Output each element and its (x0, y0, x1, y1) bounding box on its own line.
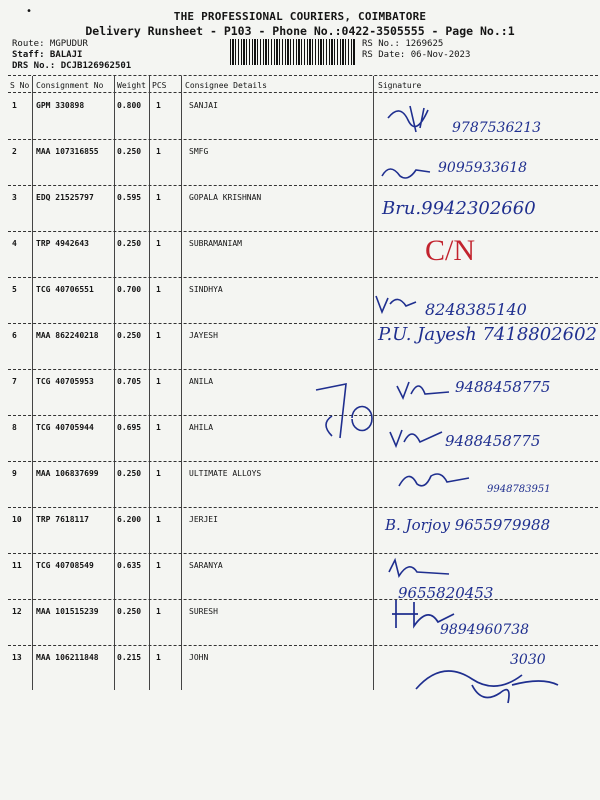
col-header-pcs: PCS (152, 81, 167, 90)
signature-scribble (310, 378, 382, 448)
row-sno: 8 (12, 423, 17, 432)
signature-scribble (395, 376, 455, 402)
row-consignee: JAYESH (189, 331, 218, 340)
row-rule (8, 231, 598, 232)
col-header-weight: Weight (117, 81, 146, 90)
row-consignee: SURESH (189, 607, 218, 616)
row-rule (8, 185, 598, 186)
row-weight: 0.250 (117, 147, 142, 156)
row-consignment: TRP 7618117 (36, 515, 89, 524)
header-bottom-rule (8, 92, 598, 93)
corner-mark: • (26, 6, 33, 17)
signature-handwriting: P.U. Jayesh 7418802602 (378, 324, 597, 345)
col-header-signature: Signature (378, 81, 422, 90)
row-consignment: GPM 330898 (36, 101, 85, 110)
staff-label: Staff: BALAJI (12, 50, 83, 60)
runsheet-subtitle: Delivery Runsheet - P103 - Phone No.:0422-3505555 - Page No.:1 (85, 24, 515, 38)
signature-handwriting: 9095933618 (438, 160, 528, 176)
row-consignee: JERJEI (189, 515, 218, 524)
row-sno: 13 (12, 653, 22, 662)
col-line-2 (114, 76, 115, 690)
row-consignee: SARANYA (189, 561, 223, 570)
row-consignment: MAA 862240218 (36, 331, 99, 340)
row-weight: 6.200 (117, 515, 142, 524)
row-pcs: 1 (156, 653, 161, 662)
row-pcs: 1 (156, 147, 161, 156)
row-pcs: 1 (156, 331, 161, 340)
signature-handwriting: 9655820453 (398, 584, 494, 602)
signature-handwriting: 3030 (510, 652, 546, 668)
row-rule (8, 369, 598, 370)
row-pcs: 1 (156, 239, 161, 248)
row-consignment: MAA 101515239 (36, 607, 99, 616)
row-pcs: 1 (156, 469, 161, 478)
row-sno: 3 (12, 193, 17, 202)
row-sno: 6 (12, 331, 17, 340)
row-consignment: TCG 40705944 (36, 423, 94, 432)
row-consignment: MAA 107316855 (36, 147, 99, 156)
signature-scribble (372, 290, 422, 316)
signature-scribble (378, 158, 438, 186)
row-consignment: TRP 4942643 (36, 239, 89, 248)
row-sno: 10 (12, 515, 22, 524)
row-consignee: SINDHYA (189, 285, 223, 294)
signature-scribble (395, 466, 475, 490)
row-consignee: ULTIMATE ALLOYS (189, 469, 262, 478)
signature-scribble (380, 98, 450, 138)
rs-date-label: RS Date: 06-Nov-2023 (362, 50, 471, 60)
row-consignee: ANILA (189, 377, 214, 386)
row-weight: 0.700 (117, 285, 142, 294)
signature-handwriting: B. Jorjoy 9655979988 (385, 516, 551, 534)
row-rule (8, 415, 598, 416)
row-consignee: SMFG (189, 147, 209, 156)
signature-handwriting: C/N (425, 234, 476, 267)
row-rule (8, 507, 598, 508)
row-weight: 0.250 (117, 607, 142, 616)
row-consignment: EDQ 21525797 (36, 193, 94, 202)
col-header-consignee: Consignee Details (185, 81, 267, 90)
signature-handwriting: Bru.9942302660 (382, 198, 536, 219)
row-consignee: SUBRAMANIAM (189, 239, 242, 248)
row-pcs: 1 (156, 377, 161, 386)
row-consignee: JOHN (189, 653, 209, 662)
row-pcs: 1 (156, 285, 161, 294)
signature-handwriting: 9894960738 (440, 622, 530, 638)
row-sno: 12 (12, 607, 22, 616)
row-pcs: 1 (156, 561, 161, 570)
row-rule (8, 645, 598, 646)
row-sno: 2 (12, 147, 17, 156)
row-consignment: MAA 106211848 (36, 653, 99, 662)
signature-handwriting: 9787536213 (452, 120, 542, 136)
col-line-3 (149, 76, 150, 690)
row-rule (8, 461, 598, 462)
row-weight: 0.215 (117, 653, 142, 662)
signature-handwriting: 8248385140 (425, 300, 527, 319)
drs-label: DRS No.: DCJB126962501 (12, 61, 132, 71)
row-weight: 0.595 (117, 193, 142, 202)
row-consignee: SANJAI (189, 101, 218, 110)
row-weight: 0.635 (117, 561, 142, 570)
row-weight: 0.250 (117, 331, 142, 340)
row-consignee: AHILA (189, 423, 214, 432)
signature-handwriting: 9948783951 (487, 484, 551, 495)
row-weight: 0.800 (117, 101, 142, 110)
row-sno: 5 (12, 285, 17, 294)
row-pcs: 1 (156, 515, 161, 524)
row-consignment: MAA 106837699 (36, 469, 99, 478)
col-line-4 (181, 76, 182, 690)
signature-handwriting: 9488458775 (445, 432, 541, 450)
row-weight: 0.695 (117, 423, 142, 432)
row-weight: 0.250 (117, 469, 142, 478)
barcode (230, 39, 356, 65)
signature-handwriting: 9488458775 (455, 378, 551, 396)
signature-scribble (385, 556, 455, 580)
row-consignment: TCG 40708549 (36, 561, 94, 570)
row-rule (8, 277, 598, 278)
row-pcs: 1 (156, 193, 161, 202)
row-rule (8, 599, 598, 600)
col-header-consignment: Consignment No (36, 81, 104, 90)
row-sno: 1 (12, 101, 17, 110)
col-line-1 (32, 76, 33, 690)
row-rule (8, 553, 598, 554)
row-weight: 0.705 (117, 377, 142, 386)
row-sno: 4 (12, 239, 17, 248)
row-rule (8, 139, 598, 140)
table-top-rule (8, 75, 598, 76)
rs-no-label: RS No.: 1269625 (362, 39, 444, 49)
row-weight: 0.250 (117, 239, 142, 248)
row-sno: 9 (12, 469, 17, 478)
signature-scribble (388, 422, 448, 450)
row-consignment: TCG 40706551 (36, 285, 94, 294)
row-pcs: 1 (156, 101, 161, 110)
row-consignee: GOPALA KRISHNAN (189, 193, 262, 202)
col-header-sno: S No (10, 81, 30, 90)
row-consignment: TCG 40705953 (36, 377, 94, 386)
row-pcs: 1 (156, 423, 161, 432)
row-pcs: 1 (156, 607, 161, 616)
row-sno: 7 (12, 377, 17, 386)
company-title: THE PROFESSIONAL COURIERS, COIMBATORE (173, 10, 427, 23)
route-label: Route: MGPUDUR (12, 39, 88, 49)
row-sno: 11 (12, 561, 22, 570)
